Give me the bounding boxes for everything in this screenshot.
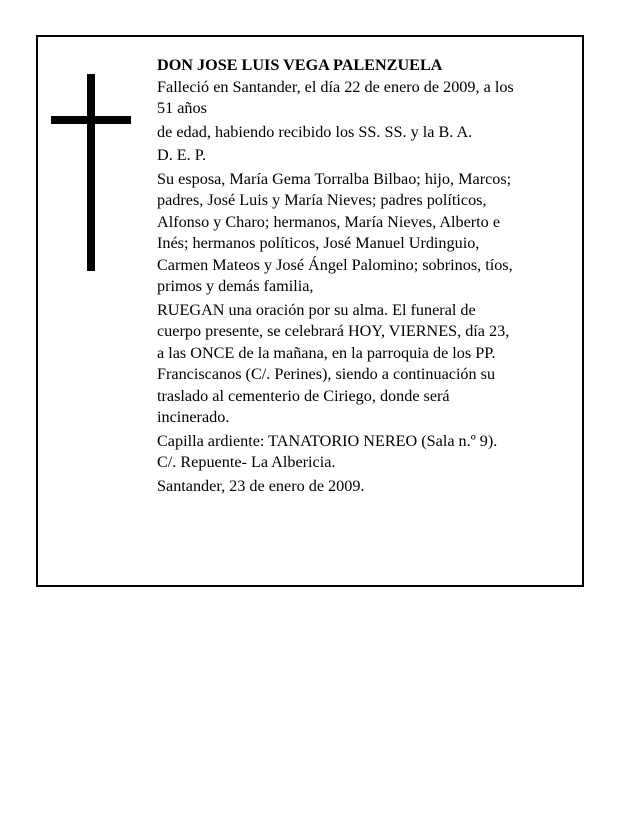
rip-line: D. E. P. [157,146,207,164]
funeral-line-1: RUEGAN una oración por su alma. El funeral de [157,300,476,319]
funeral-line-4: Franciscanos (C/. Perines), siendo a continuación su [157,365,496,383]
date-line: Santander, 23 de enero de 2009. [157,476,365,495]
funeral-line-2: cuerpo presente, se celebrará HOY, VIERNES, día 23, [157,322,510,340]
family-line-5: Carmen Mateos y José Ángel Palomino; sobrinos, tíos, [157,255,513,274]
death-line-2: 51 años [157,99,207,117]
deceased-name: DON JOSE LUIS VEGA PALENZUELA [157,56,443,74]
address-line: C/. Repuente- La Albericia. [157,453,336,471]
funeral-line-3: a las ONCE de la mañana, en la parroquia de los PP. [157,343,496,362]
family-line-6: primos y demás familia, [157,277,314,295]
family-line-1: Su esposa, María Gema Torralba Bilbao; hijo, Marcos; [157,169,512,188]
chapel-line: Capilla ardiente: TANATORIO NEREO (Sala n.º 9). [157,431,498,450]
obituary-text [157,55,577,497]
death-line-3: de edad, habiendo recibido los SS. SS. y la B. A. [157,122,473,141]
death-line-1: Falleció en Santander, el día 22 de enero de 2009, a los [157,77,514,96]
family-line-3: Alfonso y Charo; hermanos, María Nieves, Alberto e [157,212,501,231]
family-line-2: padres, José Luis y María Nieves; padres políticos, [157,191,487,209]
funeral-line-6: incinerado. [157,408,230,426]
cross-icon-arm [51,116,131,124]
funeral-line-5: traslado al cementerio de Ciriego, donde será [157,386,450,405]
cross-icon [87,74,95,271]
family-line-4: Inés; hermanos políticos, José Manuel Urdinguio, [157,234,480,252]
